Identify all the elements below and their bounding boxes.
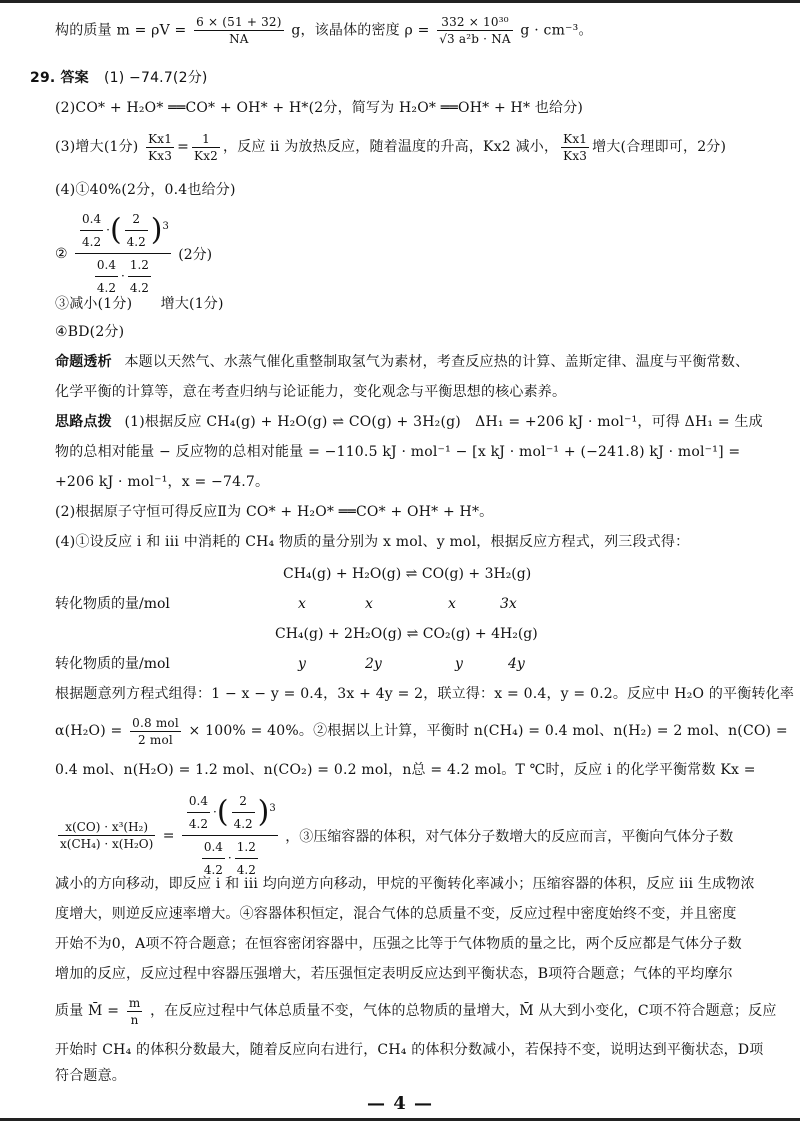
paragraph-line-3: 开始不为0，A项不符合题意；在恒容密闭容器中，压强之比等于气体物质的量之比，两个反应都是气体分子数 bbox=[55, 936, 742, 952]
row2-val-3: y bbox=[455, 656, 463, 672]
hint-line-1: 思路点拨 (1)根据反应 CH₄(g) + H₂O(g) ⇌ CO(g) + 3H₂(g) ΔH₁ = +206 kJ · mol⁻¹，可得 ΔH₁ = 生成 bbox=[55, 414, 763, 430]
equation-1: CH₄(g) + H₂O(g) ⇌ CO(g) + 3H₂(g) bbox=[283, 566, 532, 582]
analysis-line-2: 化学平衡的计算等，意在考查归纳与论证能力，变化观念与平衡思想的核心素养。 bbox=[55, 384, 567, 400]
paragraph-line-5: 质量 M̄ = $\frac{m}{n}$ ，在反应过程中气体总质量不变，气体的总物质的量增大，M̄ 从大到小变化，C项不符合题意；反应 bbox=[55, 995, 777, 1027]
equation-2: CH₄(g) + 2H₂O(g) ⇌ CO₂(g) + 4H₂(g) bbox=[275, 626, 538, 642]
paragraph-line-1: 减小的方向移动，即反应 i 和 iii 均向逆方向移动，甲烷的平衡转化率减小；压缩容器的体积，反应 iii 生成物浓 bbox=[55, 876, 755, 892]
row2-val-1: y bbox=[298, 656, 306, 672]
row2-label: 转化物质的量/mol bbox=[55, 656, 170, 672]
paragraph-line-6: 开始时 CH₄ 的体积分数最大，随着反应向右进行，CH₄ 的体积分数减小，若保持不变，说明达到平衡状态，D项 bbox=[55, 1042, 764, 1058]
bottom-rule bbox=[0, 1118, 800, 1121]
paragraph-line-4: 增加的反应，反应过程中容器压强增大，若压强恒定表明反应达到平衡状态，B项符合题意；气体的平均摩尔 bbox=[55, 966, 733, 982]
hint-line-2: 物的总相对能量 − 反应物的总相对能量 = −110.5 kJ · mol⁻¹ − [x kJ · mol⁻¹ + (−241.8) kJ · mol⁻¹] = bbox=[55, 444, 741, 460]
row1-val-3: x bbox=[448, 596, 456, 612]
hint-line-5: (4)①设反应 i 和 iii 中消耗的 CH₄ 物质的量分别为 x mol、y mol，根据反应方程式，列三段式得： bbox=[55, 534, 690, 550]
q29-answer-3: (3)增大(1分) $\frac{Kx1}{Kx3}$ = $\frac{1}{Kx2}$ ，反应 ii 为放热反应，随着温度的升高，Kx2 减小， $\frac{Kx1}{Kx3}$ 增大(合理即可，2分) bbox=[55, 131, 727, 163]
row1-val-1: x bbox=[298, 596, 306, 612]
top-rule bbox=[0, 0, 800, 3]
hint-line-3: +206 kJ · mol⁻¹，x = −74.7。 bbox=[55, 474, 270, 490]
row1-val-2: x bbox=[365, 596, 373, 612]
paragraph-line-2: 度增大，则逆反应速率增大。④容器体积恒定，混合气体的总质量不变，反应过程中密度始终不变，并且密度 bbox=[55, 906, 737, 922]
calc-line-1: 根据题意列方程式组得：1 − x − y = 0.4，3x + 4y = 2，联立得：x = 0.4，y = 0.2。反应中 H₂O 的平衡转化率 bbox=[55, 686, 795, 702]
q29-answer-4-1: (4)①40%(2分，0.4也给分) bbox=[55, 182, 236, 198]
calc-line-2: α(H₂O) = $\frac{\text{0.8 mol}}{\text{2 mol}}$ × 100% = 40%。②根据以上计算，平衡时 n(CH₄) = 0.4 mol、n(H₂) = 2 mol、n(CO) = bbox=[55, 715, 788, 747]
paragraph-line-7: 符合题意。 bbox=[55, 1068, 126, 1084]
row1-val-4: 3x bbox=[500, 596, 517, 612]
q29-answer-4-4: ④BD(2分) bbox=[55, 324, 125, 340]
calc-line-3: 0.4 mol、n(H₂O) = 1.2 mol、n(CO₂) = 0.2 mol，n总 = 4.2 mol。T ℃时，反应 i 的化学平衡常数 Kx = bbox=[55, 762, 756, 778]
hint-line-4: (2)根据原子守恒可得反应Ⅱ为 CO* + H₂O* ══CO* + OH* + H*。 bbox=[55, 504, 494, 520]
row2-val-2: 2y bbox=[365, 656, 382, 672]
q29-answer-2: (2)CO* + H₂O* ══CO* + OH* + H*(2分，简写为 H₂O* ══OH* + H* 也给分) bbox=[55, 100, 584, 116]
row2-val-4: 4y bbox=[508, 656, 525, 672]
q29-answer-4-3: ③减小(1分) 增大(1分) bbox=[55, 296, 224, 312]
q29-answer-label: 29. 答案 (1) −74.7(2分) bbox=[30, 70, 208, 86]
kx-expression: $\frac{\text{x(CO) · x³(H₂)}}{\text{x(CH₄) · x(H₂O)}}$ = $\frac{0.4}{4.2}$ ·( $\frac{2}{4.2}$ )$^3$ $\frac{0.4}{4.2}$ · $\frac{1.2}{4.2}$ ，③压缩容器的体积，对气体分子数增大的反应而言，平衡向气体分子数 bbox=[55, 790, 733, 881]
row1-label: 转化物质的量/mol bbox=[55, 596, 170, 612]
header-formula-line: 构的质量 m = ρV = $\frac{6 \times (51 + 32)}{NA}$ g，该晶体的密度 ρ = $\frac{\text{332 × 10³⁰}}{\text{√3 a²b · NA}}$ g · cm⁻³。 bbox=[55, 15, 593, 46]
page-number: — 4 — bbox=[366, 1093, 434, 1114]
analysis-line-1: 命题透析 本题以天然气、水蒸气催化重整制取氢气为素材，考查反应热的计算、盖斯定律、温度与平衡常数、 bbox=[55, 354, 750, 370]
q29-answer-4-2: ② $\frac{0.4}{4.2}$ ·( $\frac{2}{4.2}$ )$^3$ $\frac{0.4}{4.2}$ · $\frac{1.2}{4.2}$ (2分) bbox=[55, 208, 212, 299]
